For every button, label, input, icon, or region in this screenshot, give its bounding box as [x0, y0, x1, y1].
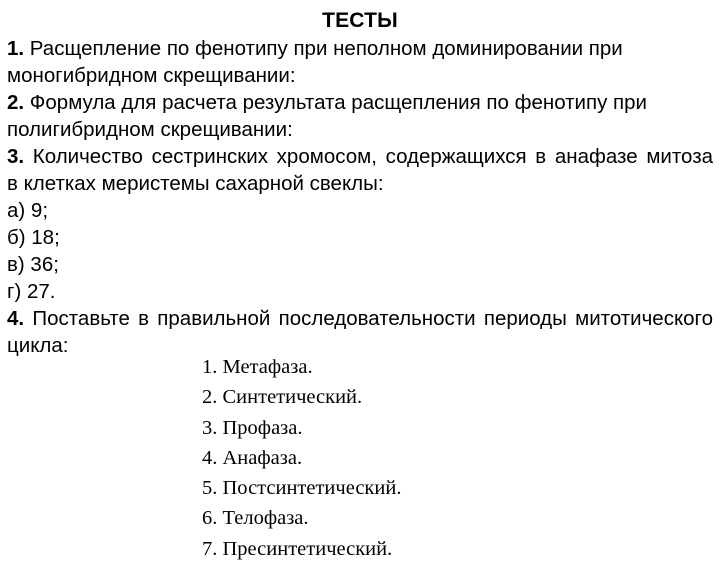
question-3-number: 3. — [7, 145, 25, 168]
list-item: 4. Анафаза. — [202, 446, 303, 469]
questions-block — [7, 35, 713, 359]
question-2-line-1 — [7, 89, 713, 116]
question-3-option-d: г) 27. — [7, 280, 56, 303]
page-title: ТЕСТЫ — [322, 9, 398, 32]
question-1-line-2: моногибридном скрещивании: — [7, 64, 296, 87]
question-4-line-1 — [7, 305, 713, 332]
question-4-text: Поставьте в правильной последовательности периоды митотического — [24, 307, 713, 330]
question-3-option-a: а) 9; — [7, 199, 49, 222]
question-2-number: 2. — [7, 91, 25, 114]
question-3-option-c: в) 36; — [7, 253, 59, 276]
question-4-line-2: цикла: — [7, 334, 69, 357]
question-4-number: 4. — [7, 307, 25, 330]
question-1-text: Расщепление по фенотипу при неполном доминировании при — [24, 37, 623, 60]
question-3-option-b: б) 18; — [7, 226, 60, 249]
mitotic-phases-list — [202, 352, 401, 564]
question-2-text: Формула для расчета результата расщепления по фенотипу при — [24, 91, 647, 114]
list-item: 6. Телофаза. — [202, 507, 309, 530]
question-1-number: 1. — [7, 37, 25, 60]
list-item: 3. Профаза. — [202, 416, 303, 439]
question-3-line-2: в клетках меристемы сахарной свеклы: — [7, 172, 384, 195]
list-item: 1. Метафаза. — [202, 356, 313, 378]
question-1-line-1 — [7, 35, 713, 62]
question-2-line-2: полигибридном скрещивании: — [7, 118, 293, 141]
list-item: 2. Синтетический. — [202, 386, 363, 409]
list-item: 5. Постсинтетический. — [202, 477, 402, 500]
list-item: 7. Пресинтетический. — [202, 537, 393, 560]
question-3-line-1 — [7, 143, 713, 170]
question-3-text: Количество сестринских хромосом, содержащихся в анафазе митоза — [24, 145, 713, 168]
